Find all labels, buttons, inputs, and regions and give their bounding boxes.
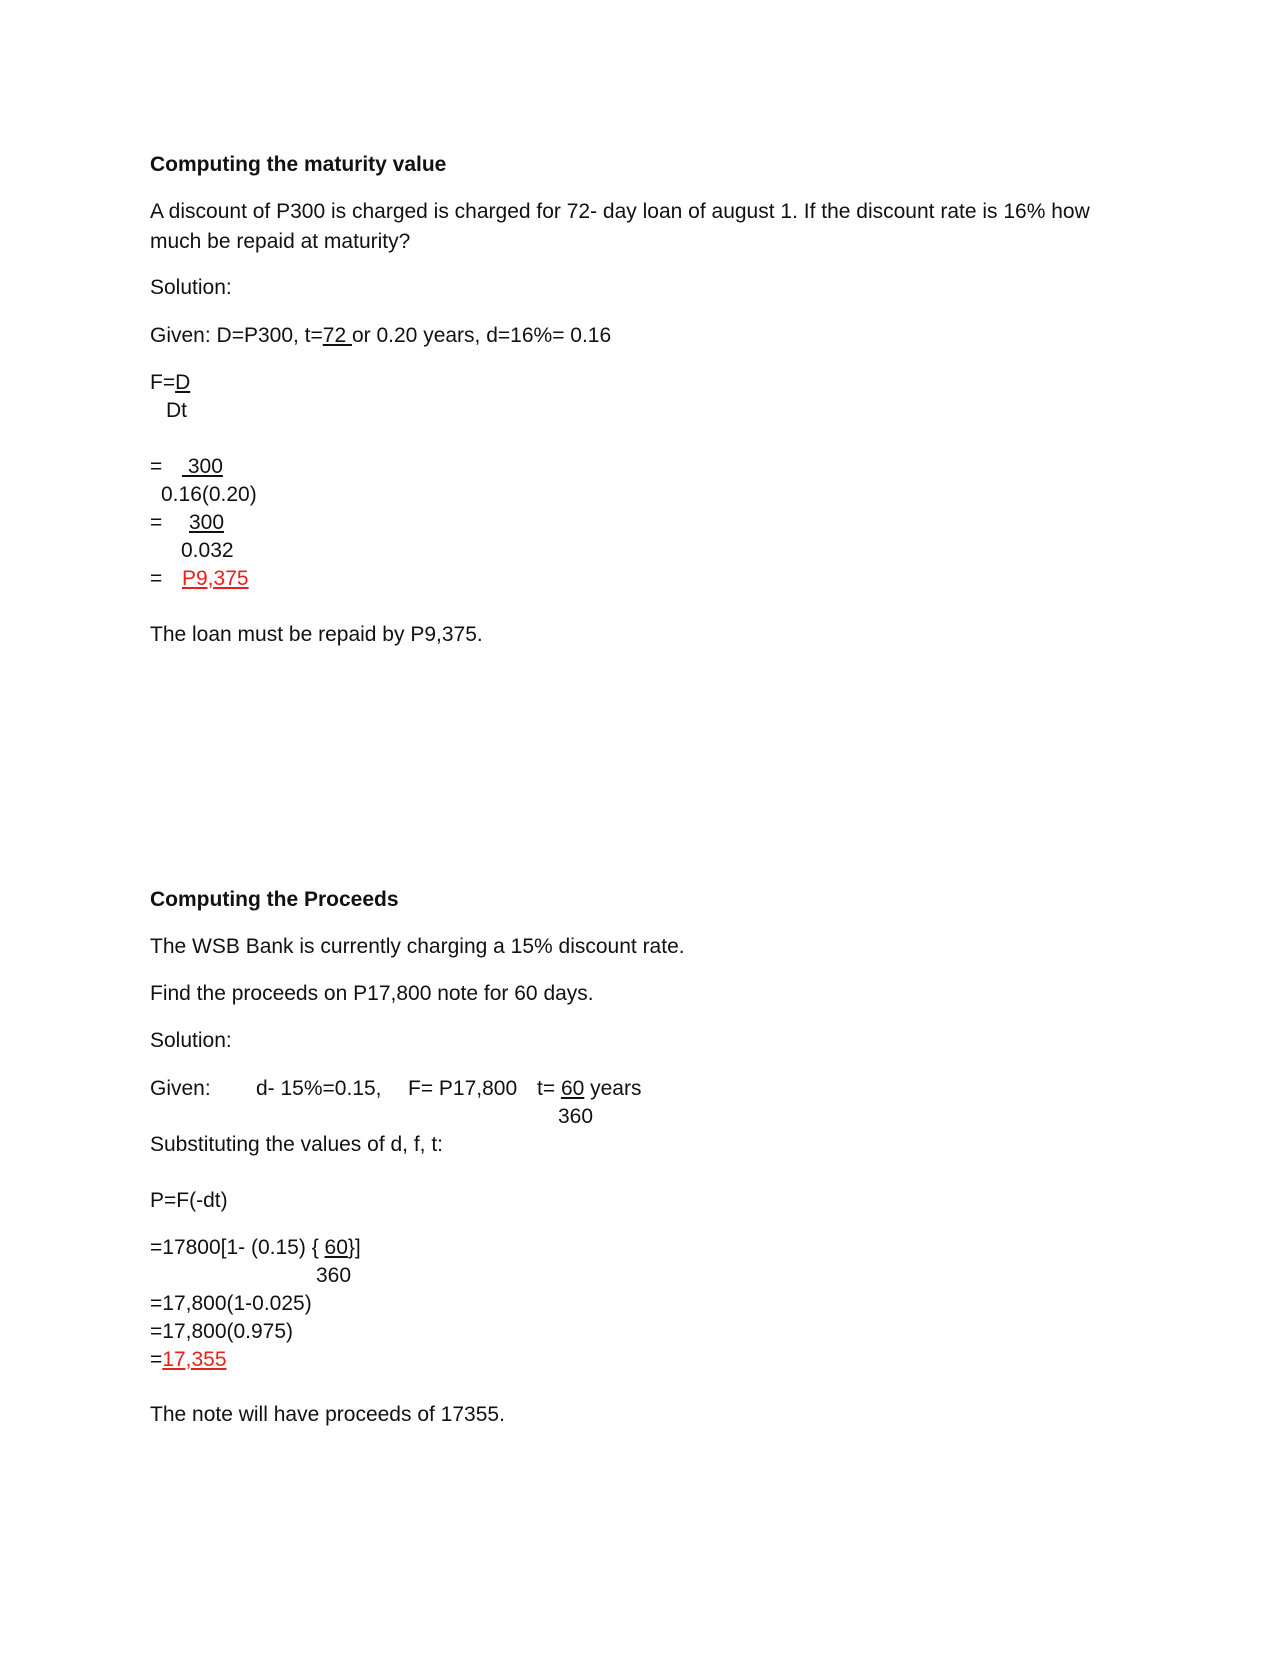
section1-given-suffix: or 0.20 years, d=16%= 0.16 <box>351 324 612 347</box>
section2-formula: P=F(-dt) <box>150 1189 228 1212</box>
section2-step1-line <box>150 1234 361 1262</box>
section1-conclusion: The loan must be repaid by P9,375. <box>150 623 483 646</box>
section1-step1-equals: = <box>150 455 163 478</box>
section1-step2-numerator: 300 <box>189 511 225 534</box>
section2-step1-numerator: 60 <box>324 1236 348 1259</box>
section1-step2-equals: = <box>150 511 163 534</box>
section1-problem-line2: much be repaid at maturity? <box>150 230 411 253</box>
section1-problem-line1: A discount of P300 is charged is charged for 72- day loan of august 1. If the discount rate is 16% how <box>150 200 1090 223</box>
section2-heading: Computing the Proceeds <box>150 888 399 911</box>
section2-given-t <box>537 1075 641 1103</box>
section1-step3-equals: = <box>150 567 163 590</box>
section1-step2-denominator: 0.032 <box>181 539 234 562</box>
section2-step4 <box>150 1346 227 1374</box>
section2-given-t-suffix: years <box>584 1077 642 1100</box>
section2-problem-line1: The WSB Bank is currently charging a 15% discount rate. <box>150 935 685 958</box>
section2-substitute-line: Substituting the values of d, f, t: <box>150 1133 444 1156</box>
section2-step1-denominator: 360 <box>316 1264 352 1287</box>
section1-step1-numerator: 300 <box>182 455 223 478</box>
section2-given-d: d- 15%=0.15, <box>256 1077 382 1100</box>
section2-problem-line2: Find the proceeds on P17,800 note for 60 days. <box>150 982 594 1005</box>
section1-solution-label: Solution: <box>150 276 232 299</box>
section2-solution-label: Solution: <box>150 1029 232 1052</box>
section1-heading: Computing the maturity value <box>150 153 447 176</box>
section1-given-t-numerator: 72 <box>322 324 352 347</box>
section2-given-t-numerator: 60 <box>560 1077 585 1100</box>
section2-step4-equals: = <box>150 1348 163 1371</box>
section1-formula-numerator: D <box>175 371 191 394</box>
section1-result: P9,375 <box>182 567 249 590</box>
section2-conclusion: The note will have proceeds of 17355. <box>150 1403 505 1426</box>
section2-step1-prefix: =17800[1- (0.15) { <box>150 1236 325 1259</box>
section2-given-label: Given: <box>150 1077 211 1100</box>
section2-result: 17,355 <box>162 1348 227 1371</box>
section2-step2: =17,800(1-0.025) <box>150 1292 312 1315</box>
section1-step1-denominator: 0.16(0.20) <box>161 483 257 506</box>
section1-given-prefix: Given: D=P300, t= <box>150 324 323 347</box>
section1-formula-line <box>150 369 190 397</box>
section2-given-f: F= P17,800 <box>408 1077 518 1100</box>
section1-given-line <box>150 322 611 350</box>
section1-formula-lhs: F= <box>150 371 176 394</box>
section2-given-t-prefix: t= <box>537 1077 561 1100</box>
section2-step3: =17,800(0.975) <box>150 1320 294 1343</box>
section1-formula-denominator: Dt <box>166 399 187 422</box>
section2-given-t-denominator: 360 <box>558 1105 594 1128</box>
section2-step1-suffix: }] <box>347 1236 361 1259</box>
